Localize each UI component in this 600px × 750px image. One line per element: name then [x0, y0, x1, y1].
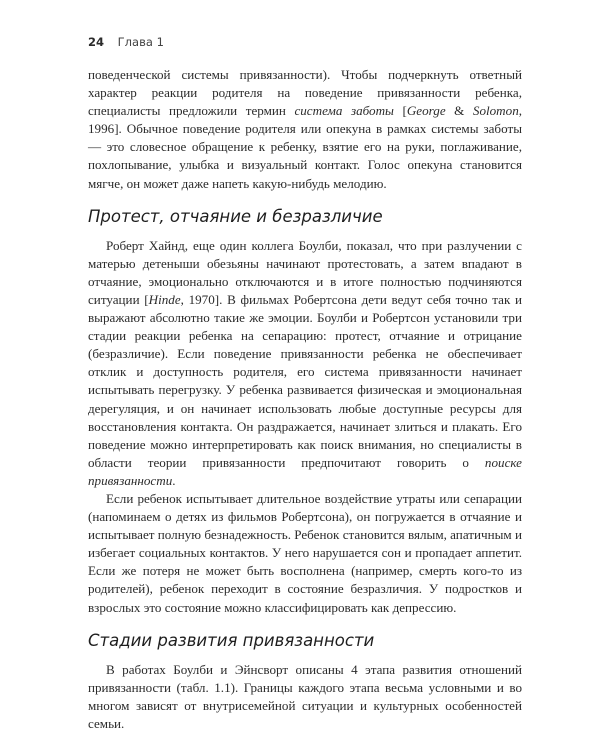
paragraph-hinde: [88, 237, 522, 490]
text-run: .: [172, 472, 176, 488]
term-italic: система заботы: [294, 103, 394, 119]
page-number: 24: [88, 35, 105, 49]
book-page: [88, 34, 522, 733]
running-header: [88, 34, 522, 50]
text-run: , 1996]. Обычное поведение родителя или опекуна в рамках системы заботы — это словесное обращение к ребенку, взятие его на руки, поглаживание, похлопывание, улыбка и визуальный контакт. Голос опекуна становится мягче, он может даже напеть какую-нибудь мелодию.: [88, 103, 523, 191]
text-run: [: [393, 103, 407, 119]
text-run: , 1970]. В фильмах Робертсона дети ведут себя точно так и выражают абсолютно такие же эмоции. Боулби и Робертсон установили три стадии реакции ребенка на сепарацию: протест, отчаяние и отрицание (безразличие). Если поведение привязанности ребенка не обеспечивает отклик и доступность родителя, его система привязанности начинает испытывать перегрузку. У ребенка развивается физическая и эмоциональная дерегуляция, и он начинает использовать любые доступные ресурсы для восстановления контакта. Он раздражается, начинает злиться и плакать. Его поведение можно интерпретировать как поиск внимания, но специалисты в области теории привязанности предпочитают говорить о: [88, 291, 522, 470]
text-run: &: [445, 103, 473, 119]
citation-author: Solomon: [472, 103, 519, 119]
text-run: поведенческой системы привязанности). Чтобы подчеркнуть ответный характер реакции родителя на поведение привязанности ребенка, специалисты предложили термин: [88, 67, 522, 119]
chapter-label: Глава 1: [117, 35, 164, 49]
section-heading-stages: Стадии развития привязанности: [88, 630, 375, 650]
citation-author: Hinde: [148, 291, 181, 307]
section-heading-protest: Протест, отчаяние и безразличие: [88, 206, 383, 226]
paragraph-stages: В работах Боулби и Эйнсворт описаны 4 этапа развития отношений привязанности (табл. 1.1). Границы каждого этапа весьма условными и во многом зависят от внутрисемейной ситуации и культурных особенностей семьи.: [88, 661, 522, 731]
term-italic: поиске привязанности: [88, 454, 522, 488]
citation-author: George: [406, 103, 446, 119]
paragraph-caregiving-system: [88, 66, 522, 193]
paragraph-despair: Если ребенок испытывает длительное воздействие утраты или сепарации (напоминаем о детях из фильмов Робертсона), он погружается в отчаяние и испытывает полную безнадежность. Ребенок становится вялым, апатичным и избегает социальных контактов. У него нарушается сон и пропадает аппетит. Если же потеря не может быть восполнена (например, смерть кого-то из родителей), ребенок переходит в состояние безразличия. У подростков и взрослых это состояние можно классифицировать как депрессию.: [88, 490, 522, 615]
text-run: Роберт Хайнд, еще один коллега Боулби, показал, что при разлучении с матерью детеныши обезьяны начинают протестовать, а затем впадают в отчаяние, эмоционально отключаются и в итоге полностью подчиняются ситуации [: [88, 237, 522, 307]
